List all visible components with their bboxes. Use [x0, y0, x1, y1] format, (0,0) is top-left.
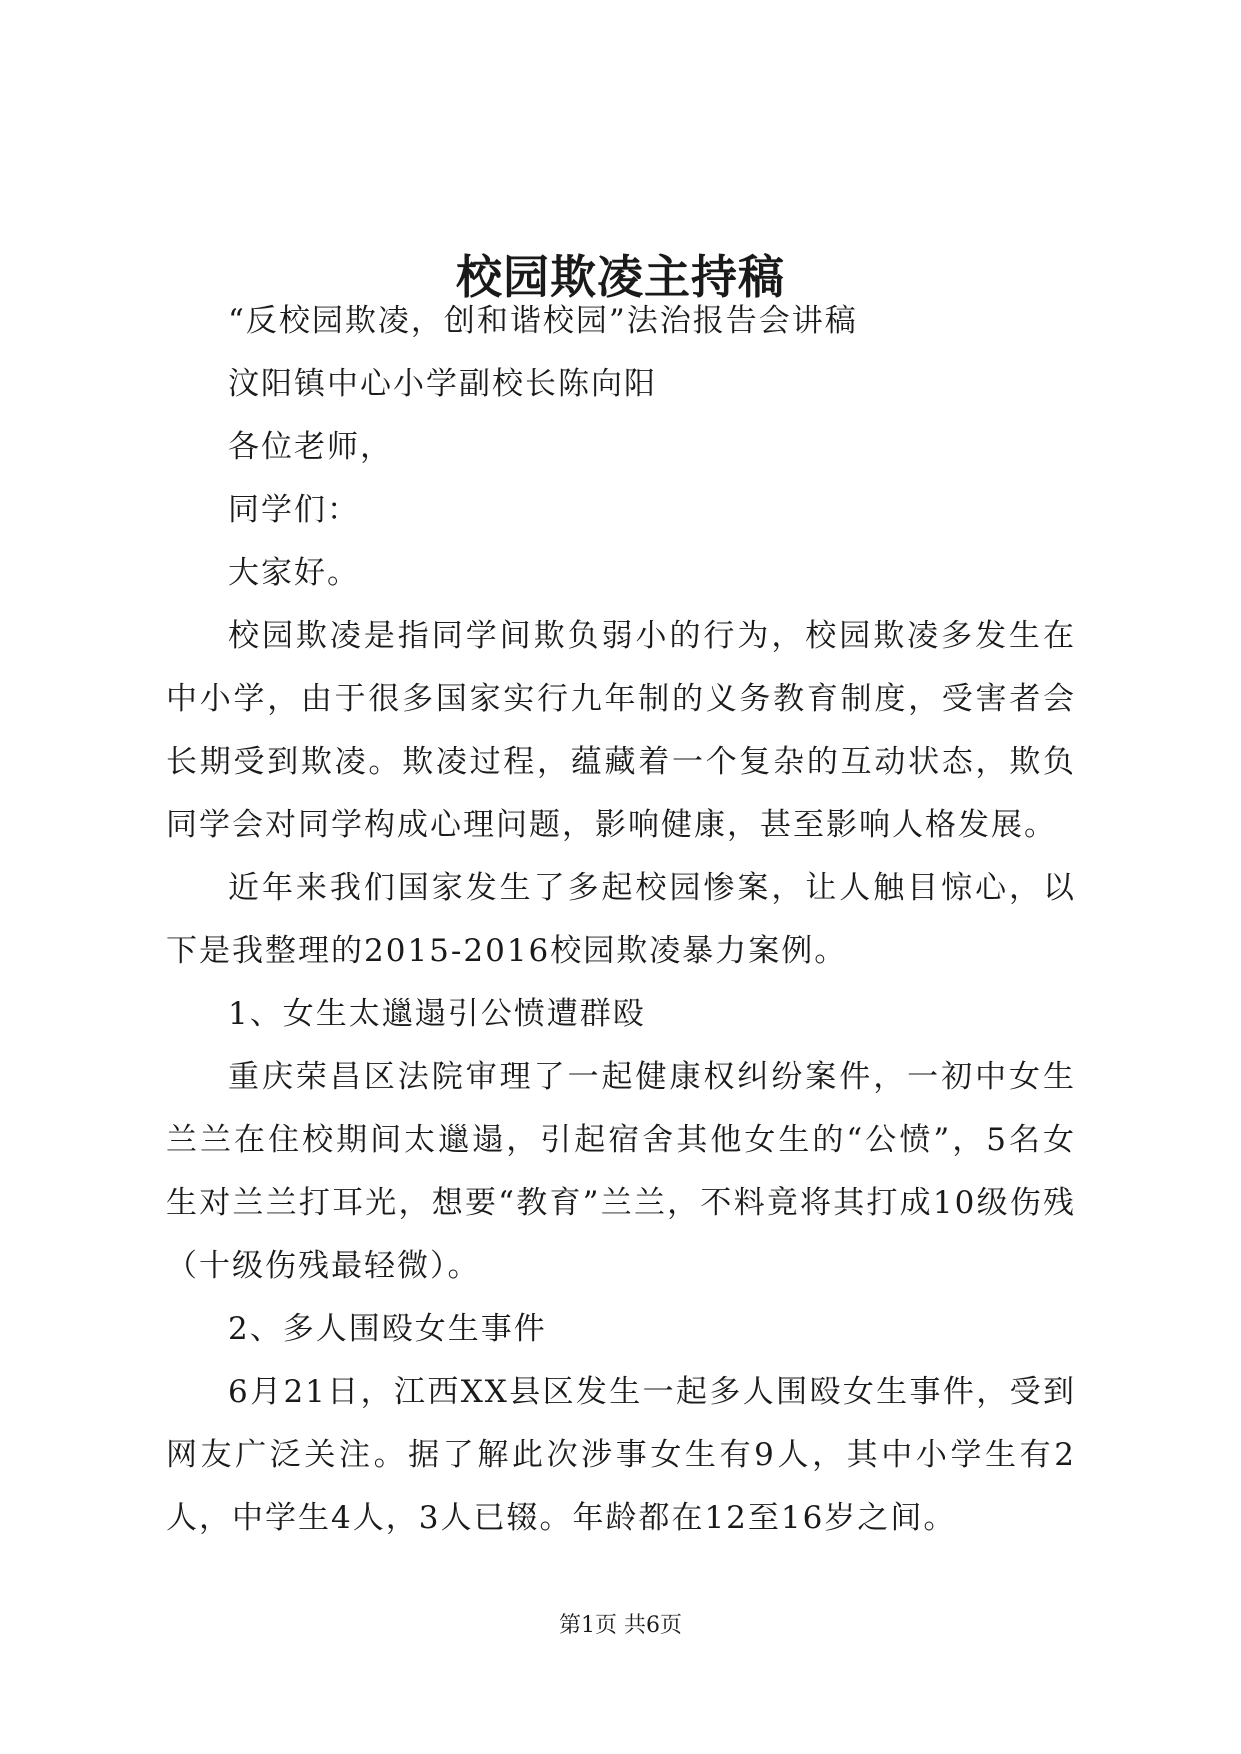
case-2-heading: 2、多人围殴女生事件 — [228, 1311, 547, 1347]
case-1-body: 重庆荣昌区法院审理了一起健康权纠纷案件，一初中女生兰兰在住校期间太邋遢，引起宿舍其他女生的“公愤”，5名女生对兰兰打耳光，想要“教育”兰兰，不料竟将其打成10级伤残（十级伤残最轻微）。 — [166, 1059, 1076, 1284]
paragraph-definition: 校园欺凌是指同学间欺负弱小的行为，校园欺凌多发生在中小学，由于很多国家实行九年制的义务教育制度，受害者会长期受到欺凌。欺凌过程，蕴藏着一个复杂的互动状态，欺负同学会对同学构成心理问题，影响健康，甚至影响人格发展。 — [166, 618, 1076, 843]
author-line: 汶阳镇中心小学副校长陈向阳 — [228, 366, 657, 402]
report-subtitle: “反校园欺凌，创和谐校园”法治报告会讲稿 — [228, 303, 858, 339]
document-body — [166, 290, 1076, 1550]
greeting-hello: 大家好。 — [228, 555, 360, 591]
page-footer: 第1页 共6页 — [559, 1613, 682, 1638]
case-1-heading: 1、女生太邋遢引公愤遭群殴 — [228, 996, 646, 1032]
greeting-students: 同学们： — [228, 492, 360, 528]
greeting-teachers: 各位老师， — [228, 429, 393, 465]
paragraph-intro-cases: 近年来我们国家发生了多起校园惨案，让人触目惊心，以下是我整理的2015-2016校园欺凌暴力案例。 — [166, 870, 1076, 969]
case-2-body: 6月21日，江西XX县区发生一起多人围殴女生事件，受到网友广泛关注。据了解此次涉事女生有9人，其中小学生有2人，中学生4人，3人已辍。年龄都在12至16岁之间。 — [166, 1374, 1076, 1536]
page-title: 校园欺凌主持稿 — [456, 249, 785, 304]
